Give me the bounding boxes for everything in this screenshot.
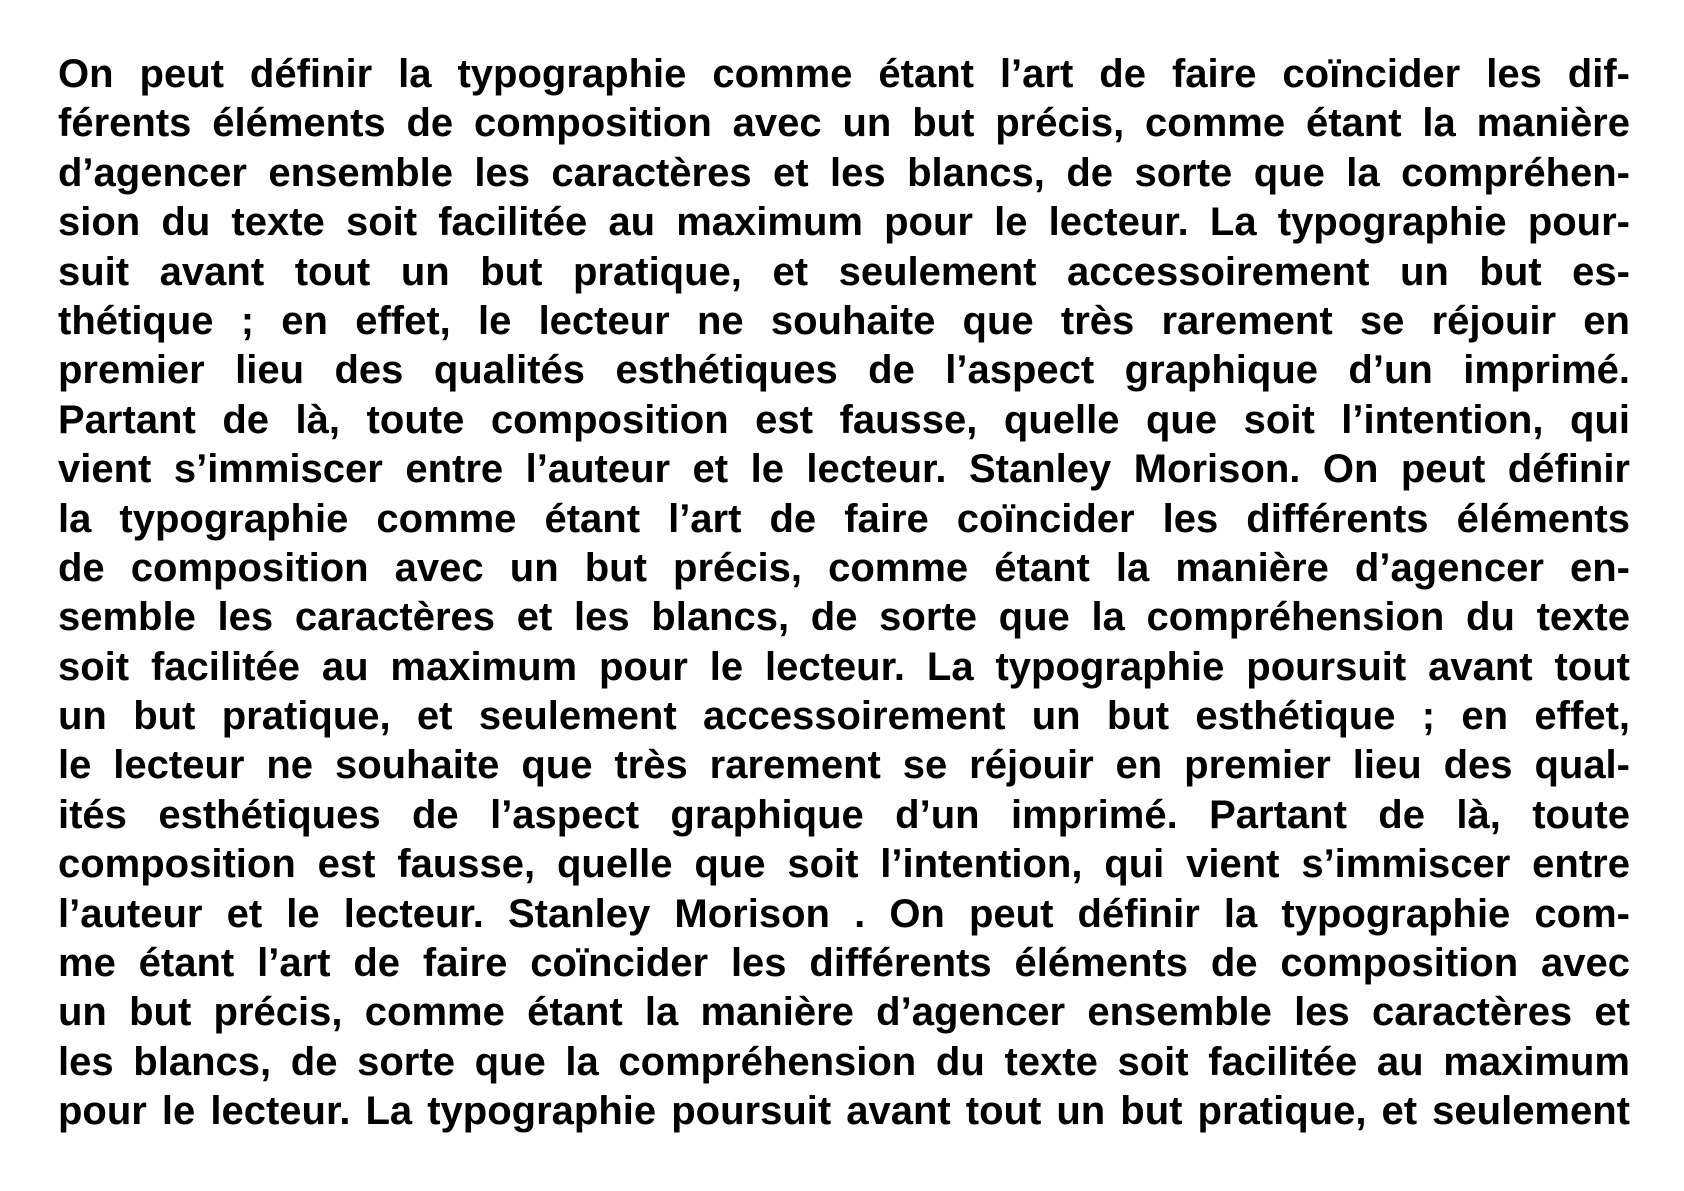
text-line: ités esthétiques de l’aspect graphique d’un imprimé. Partant de là, toute	[58, 792, 1630, 837]
text-line: composition est fausse, quelle que soit l’intention, qui vient s’immiscer entre	[58, 842, 1630, 887]
text-line: le lecteur ne souhaite que très rarement se réjouir en premier lieu des qual-	[58, 743, 1630, 788]
text-line: sion du texte soit facilitée au maximum pour le lecteur. La typographie pour-	[58, 200, 1630, 245]
text-line: férents éléments de composition avec un but précis, comme étant la manière	[58, 101, 1630, 146]
text-line: thétique ; en effet, le lecteur ne souhaite que très rarement se réjouir en	[58, 298, 1630, 343]
text-line: de composition avec un but précis, comme étant la manière d’agencer en-	[58, 545, 1630, 590]
text-line: les blancs, de sorte que la compréhension du texte soit facilitée au maximum	[58, 1039, 1630, 1084]
body-paragraph	[58, 50, 1630, 1137]
text-line: pour le lecteur. La typographie poursuit avant tout un but pratique, et seulement	[58, 1089, 1630, 1134]
text-line: me étant l’art de faire coïncider les différents éléments de composition avec	[58, 941, 1630, 986]
text-line: soit facilitée au maximum pour le lecteur. La typographie poursuit avant tout	[58, 644, 1630, 689]
text-line: Partant de là, toute composition est fausse, quelle que soit l’intention, qui	[58, 397, 1630, 442]
text-line: semble les caractères et les blancs, de sorte que la compréhension du texte	[58, 595, 1630, 640]
text-line: un but pratique, et seulement accessoirement un but esthétique ; en effet,	[58, 694, 1630, 739]
text-line: suit avant tout un but pratique, et seulement accessoirement un but es-	[58, 249, 1630, 294]
text-line: premier lieu des qualités esthétiques de l’aspect graphique d’un imprimé.	[58, 348, 1630, 393]
text-line: On peut définir la typographie comme étant l’art de faire coïncider les dif-	[58, 52, 1630, 96]
text-line: l’auteur et le lecteur. Stanley Morison . On peut définir la typographie com-	[58, 891, 1630, 936]
text-line: un but précis, comme étant la manière d’agencer ensemble les caractères et	[58, 990, 1630, 1035]
text-line: d’agencer ensemble les caractères et les blancs, de sorte que la compréhen-	[58, 150, 1630, 195]
text-line: vient s’immiscer entre l’auteur et le lecteur. Stanley Morison. On peut définir	[58, 447, 1630, 492]
text-line: la typographie comme étant l’art de faire coïncider les différents éléments	[58, 496, 1630, 541]
